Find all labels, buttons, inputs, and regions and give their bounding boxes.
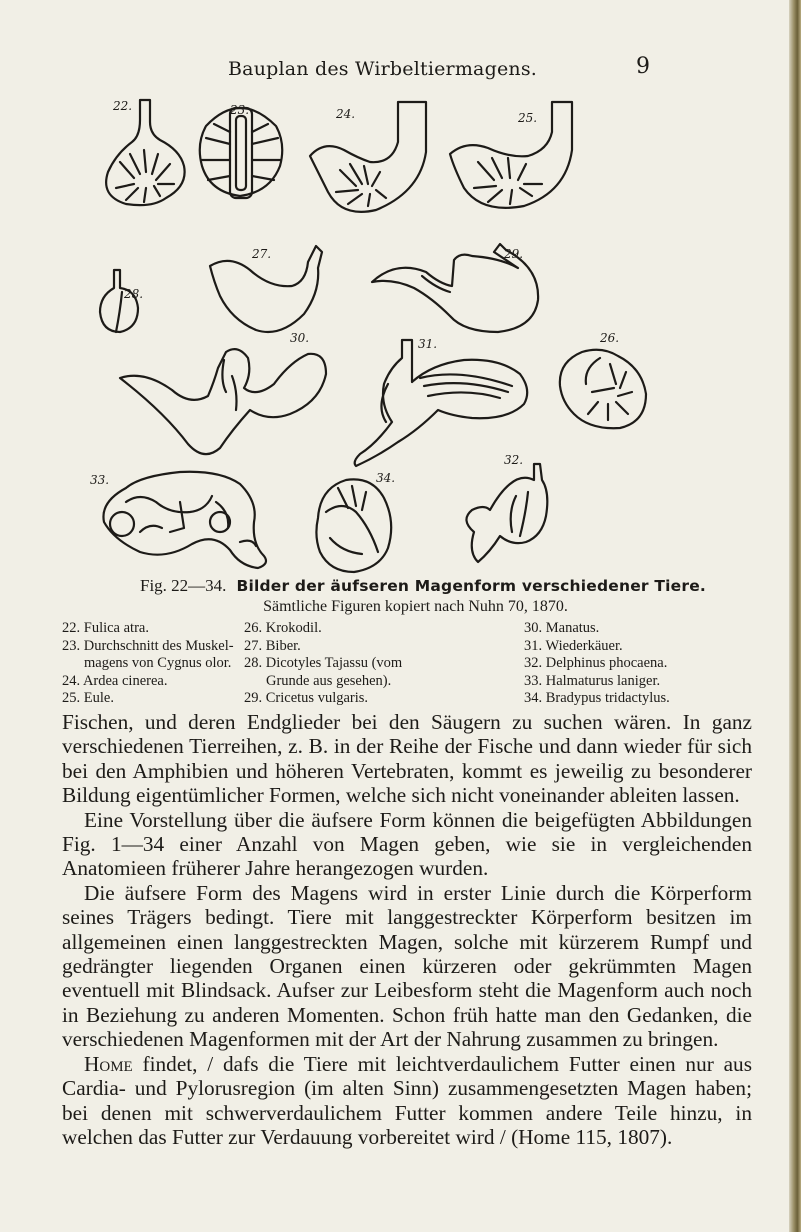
figure-label-29: 29. xyxy=(504,247,524,261)
figure-label-22: 22. xyxy=(113,99,133,113)
figure-23 xyxy=(200,103,283,198)
paragraph: Die äufsere Form des Magens wird in erster Linie durch die Körperform seines Trägers bedingt. Tiere mit langgestreckter Körperform besitzen im allgemeinen einen langgestreckten Magen, solche mit kürzerem Rumpf und gedrängter liegenden Organen einen kürzeren oder gekrümmten Magen eventuell mit Blindsack. Aufser zur Leibesform steht die Magenform auch noch in Beziehung zu anderen Momenten. Schon früh hatte man den Gedanken, die verschiedenen Magenformen mit der Art der Nahrung zusammen zu bringen. xyxy=(62,880,752,1052)
legend-item: 27. Biber. xyxy=(244,637,301,654)
figure-label-24: 24. xyxy=(336,107,356,121)
page-edge xyxy=(789,0,801,1232)
page-number: 9 xyxy=(636,54,650,79)
legend-item: 24. Ardea cinerea. xyxy=(62,672,168,689)
running-title: Bauplan des Wirbeltiermagens. xyxy=(228,58,538,80)
legend-item: 23. Durchschnitt des Muskel- xyxy=(62,637,234,654)
paragraph-text: findet, / dafs die Tiere mit leichtverdaulichem Futter einen nur aus Cardia- und Pylorusregion (im alten Sinn) zusammengesetzten Magen haben; bei denen mit schwerverdaulichem Futter kommen andere Teile hinzu, in welchen das Futter zur Verdauung vorbereitet wird / (Home 115, 1807). xyxy=(62,1051,752,1149)
legend-item: 31. Wiederkäuer. xyxy=(524,637,623,654)
figure-22 xyxy=(106,99,184,205)
figure-24 xyxy=(310,102,426,212)
legend-item-continuation: magens von Cygnus olor. xyxy=(84,655,232,671)
figure-26 xyxy=(560,331,646,428)
legend-item: 32. Delphinus phocaena. xyxy=(524,655,668,671)
figure-label-28: 28. xyxy=(124,287,144,301)
figure-label-25: 25. xyxy=(518,111,538,125)
figure-label-27: 27. xyxy=(252,247,272,261)
figure-caption-source: Sämtliche Figuren kopiert nach Nuhn 70, 1870. xyxy=(263,598,568,615)
page-header xyxy=(0,54,801,88)
legend-item: 22. Fulica atra. xyxy=(62,620,149,636)
stomach-figures xyxy=(80,92,720,582)
figure-label-34: 34. xyxy=(376,471,396,485)
figure-33 xyxy=(90,472,266,568)
figure-caption-prefix: Fig. 22—34. xyxy=(140,576,227,595)
figure-caption-title xyxy=(140,576,706,596)
figure-label-26: 26. xyxy=(600,331,620,345)
figure-27 xyxy=(210,246,322,332)
figure-caption-heading: Bilder der äufseren Magenform verschiedener Tiere. xyxy=(236,577,707,595)
legend-item: 26. Krokodil. xyxy=(244,620,322,636)
legend-item: 34. Bradypus tridactylus. xyxy=(524,690,670,706)
body-text xyxy=(62,710,752,1149)
figure-32 xyxy=(466,453,547,562)
legend-item: 28. Dicotyles Tajassu (vom xyxy=(244,655,403,671)
legend-item: 25. Eule. xyxy=(62,690,114,706)
stomach-figure-plate xyxy=(80,92,720,582)
legend-item: 29. Cricetus vulgaris. xyxy=(244,690,369,706)
figure-28 xyxy=(100,270,143,332)
figure-label-31: 31. xyxy=(418,337,438,351)
legend-column-3 xyxy=(524,620,754,708)
figure-label-23: 23. xyxy=(230,103,250,117)
figure-31 xyxy=(355,337,528,466)
figure-label-32: 32. xyxy=(504,453,524,467)
figure-29 xyxy=(372,244,538,332)
legend-item: 30. Manatus. xyxy=(524,620,600,636)
author-name: Home xyxy=(84,1051,133,1076)
figure-label-30: 30. xyxy=(290,331,310,345)
figure-legend xyxy=(0,620,801,706)
legend-item: 33. Halmaturus laniger. xyxy=(524,672,661,689)
paragraph xyxy=(62,1052,752,1150)
legend-column-2 xyxy=(244,620,524,708)
legend-item-continuation: Grunde aus gesehen). xyxy=(266,672,392,689)
figure-30 xyxy=(120,331,326,454)
paragraph: Eine Vorstellung über die äufsere Form können die beigefügten Abbildungen Fig. 1—34 einer Anzahl von Magen geben, wie sie in vergleichenden Anatomieen früherer Jahre herangezogen wurden. xyxy=(62,807,752,881)
figure-25 xyxy=(450,102,572,208)
figure-34 xyxy=(316,471,395,572)
paragraph: Fischen, und deren Endglieder bei den Säugern zu suchen wären. In ganz verschiedenen Tierreihen, z. B. in der Reihe der Fische und dann wieder für sich bei den Amphibien und höheren Vertebraten, kommt es jeweilig zu besonderer Bildung eigentümlicher Formen, welche sich nicht voneinander ableiten lassen. xyxy=(62,710,752,808)
figure-label-33: 33. xyxy=(90,473,110,487)
